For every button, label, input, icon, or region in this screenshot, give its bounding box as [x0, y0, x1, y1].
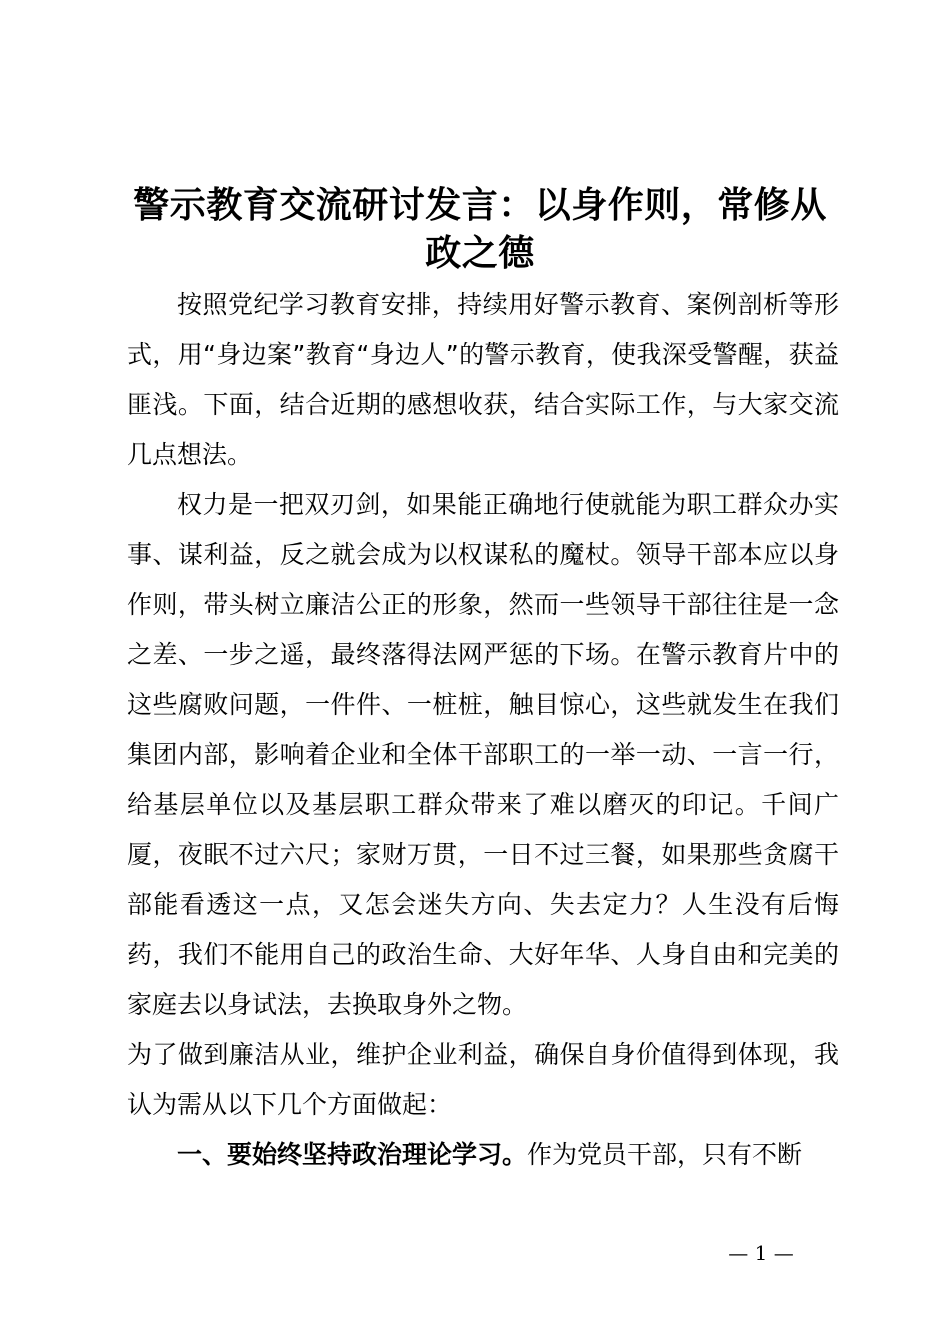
paragraph-point-one [127, 1130, 839, 1180]
page-number: — 1 — [728, 1241, 794, 1265]
document-title: 警示教育交流研讨发言：以身作则，常修从政之德 [133, 185, 827, 274]
paragraph-transition: 为了做到廉洁从业，维护企业利益，确保自身价值得到体现，我认为需从以下几个方面做起： [127, 1040, 839, 1119]
document-body [127, 280, 839, 1180]
point-one-heading: 一、要始终坚持政治理论学习。 [177, 1140, 528, 1169]
paragraph-power: 权力是一把双刃剑，如果能正确地行使就能为职工群众办实事、谋利益，反之就会成为以权谋私的魔杖。领导干部本应以身作则，带头树立廉洁公正的形象，然而一些领导干部往往是一念之差、一步之遥，最终落得法网严惩的下场。在警示教育片中的这些腐败问题，一件件、一桩桩，触目惊心，这些就发生在我们集团内部，影响着企业和全体干部职工的一举一动、一言一行，给基层单位以及基层职工群众带来了难以磨灭的印记。千间广厦，夜眠不过六尺；家财万贯，一日不过三餐，如果那些贪腐干部能看透这一点，又怎会迷失方向、失去定力？人生没有后悔药，我们不能用自己的政治生命、大好年华、人身自由和完美的家庭去以身试法，去换取身外之物。 [127, 490, 839, 1019]
point-one-text: 作为党员干部，只有不断 [527, 1140, 803, 1169]
paragraph-intro: 按照党纪学习教育安排，持续用好警示教育、案例剖析等形式，用“身边案”教育“身边人”的警示教育，使我深受警醒，获益匪浅。下面，结合近期的感想收获，结合实际工作，与大家交流几点想法。 [127, 290, 839, 469]
